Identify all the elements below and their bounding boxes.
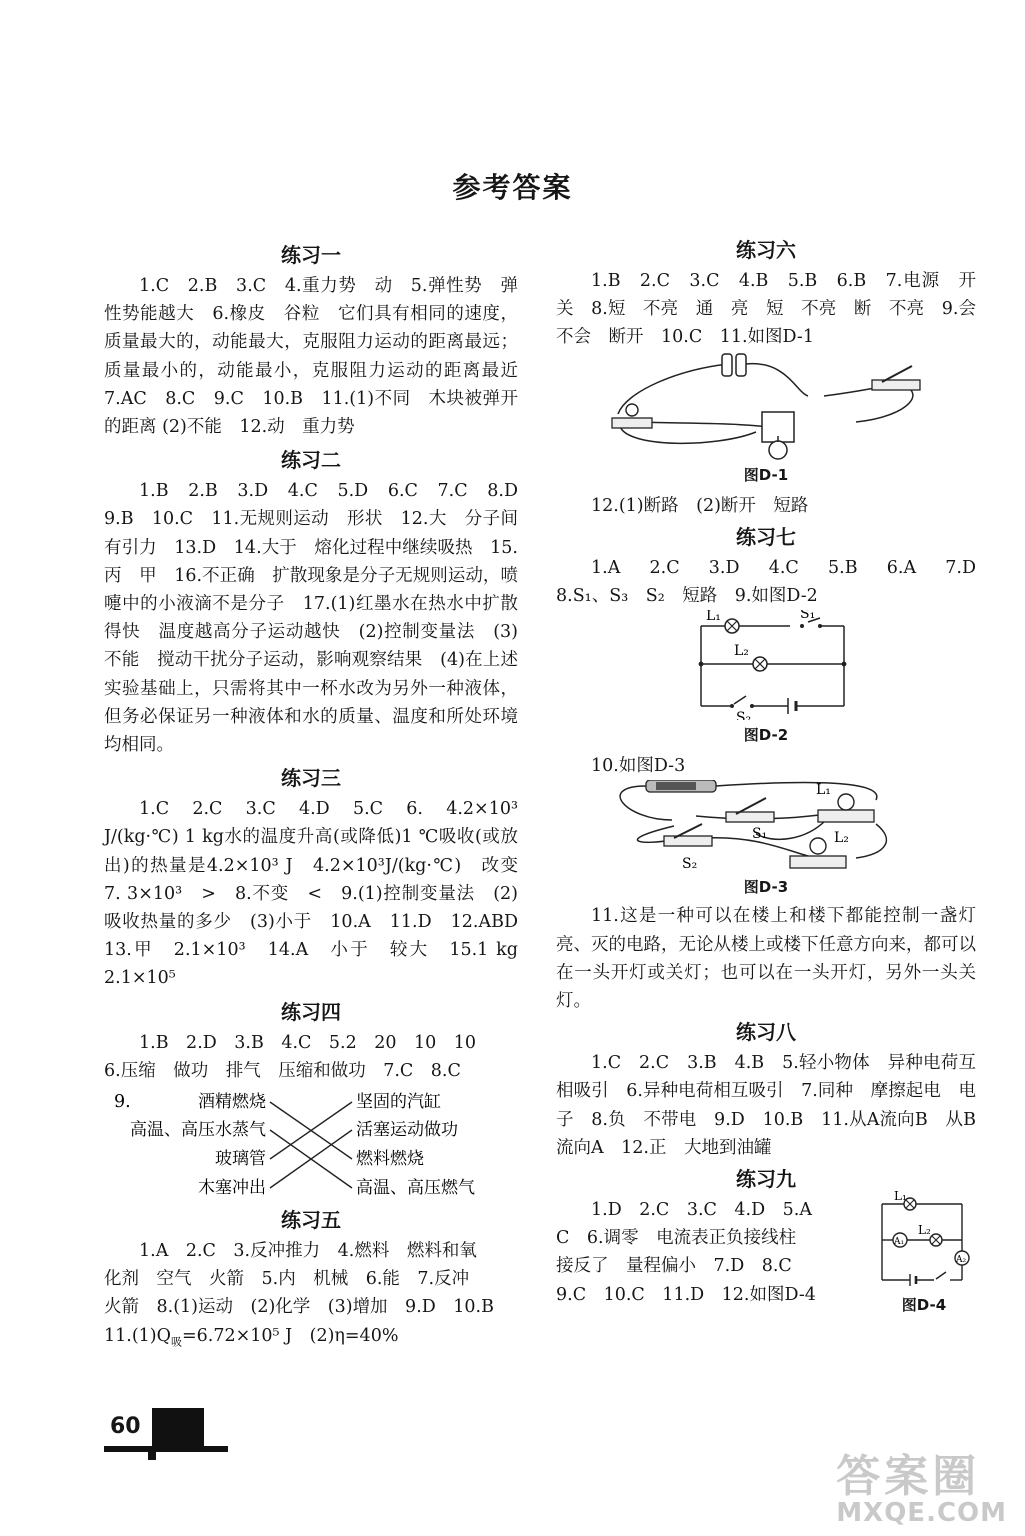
answer-line: 10.如图D-3 bbox=[591, 756, 686, 777]
figure-caption: 图D-2 bbox=[743, 726, 789, 745]
component-label: L₁ bbox=[816, 782, 831, 799]
circuit-diagram-d4 bbox=[874, 1190, 974, 1290]
circuit-photo-d3 bbox=[556, 780, 976, 872]
section-heading: 练习九 bbox=[736, 1167, 796, 1192]
page-number: 60 bbox=[110, 1414, 141, 1439]
answer-text: 1.B 2.B 3.D 4.C 5.D 6.C 7.C 8.D 9.B 10.C 11.无规则运动 形状 12.大 分子间有引力 13.D 14.大于 熔化过程中继续吸热 15.丙 甲 16.不正确 扩散现象是分子无规则运动，喷嚏中的小液滴不是分子 17.(1)红墨水在热水中扩散得快 温度越高分子运动越快 (2)控制变量法 (3)不能 搅动干扰分子运动，影响观察结果 (4)在上述实验基础上，只需将其中一杯水改为另外一种液体，但务必保证另一种液体和水的质量、温度和所处环境均相同。 bbox=[104, 481, 536, 756]
component-label: A₂ bbox=[956, 1255, 967, 1266]
section-nine-body bbox=[556, 1190, 976, 1315]
page-title: 参考答案 bbox=[452, 171, 573, 204]
match-left-item: 酒精燃烧 bbox=[198, 1092, 266, 1113]
answer-line: 1.D 2.C 3.C 4.D 5.A bbox=[591, 1200, 812, 1221]
right-column bbox=[556, 233, 994, 1315]
answer-text: 1.B 2.C 3.C 4.B 5.B 6.B 7.电源 开关 8.短 不亮 通 亮 短 不亮 断 不亮 9.会 不会 断开 10.C 11.如图D-1 bbox=[556, 271, 994, 348]
answer-line: 1.A 2.C 3.反冲推力 4.燃料 燃料和氧 bbox=[139, 1241, 477, 1262]
component-label: L₂ bbox=[834, 830, 849, 847]
answer-text: 1.A 2.C 3.D 4.C 5.B 6.A 7.D 8.S₁、S₃ S₂ 短路 9.如图D-2 bbox=[556, 557, 994, 607]
matching-diagram bbox=[104, 1085, 518, 1203]
answer-text: 1.C 2.B 3.C 4.重力势 动 5.弹性势 弹性势能越大 6.橡皮 谷粒 它们具有相同的速度，质量最大的，动能最大，克服阻力运动的距离最远；质量最小的，动能最小，克服阻力运动的距离最近 7.AC 8.C 9.C 10.B 11.(1)不同 木块被弹开的距离 (2)不能 12.动 重力势 bbox=[104, 276, 536, 438]
section-heading: 练习七 bbox=[736, 524, 796, 549]
answer-line: $11.(1)Q_吸=6.72\times 10^5$ J (2)η=40% bbox=[104, 1325, 399, 1349]
question-number: 9. bbox=[114, 1092, 131, 1113]
answer-text: 1.C 2.C 3.C 4.D 5.C 6. 4.2×10³ J/(kg·℃) 1 kg水的温度升高(或降低)1 ℃吸收(或放出)的热量是4.2×10³ J 4.2×10³J/(kg·℃) 改变 7. 3×10³ > 8.不变 < 9.(1)控制变量法 (2)吸收热量的多少 (3)小于 10.A 11.D 12.ABD 13.甲 2.1×10³ 14.A 小于 较大 15.1 kg 2.1×10⁵ bbox=[104, 799, 536, 989]
figure-caption: 图D-1 bbox=[743, 465, 789, 484]
match-left-item: 玻璃管 bbox=[215, 1149, 266, 1170]
match-right-item: 坚固的汽缸 bbox=[356, 1092, 441, 1113]
answer-text: 1.C 2.C 3.B 4.B 5.轻小物体 异种电荷互相吸引 6.异种电荷相互吸引 7.同种 摩擦起电 电子 8.负 不带电 9.D 10.B 11.从A流向B 从B流向A 12.正 大地到油罐 bbox=[556, 1053, 976, 1158]
matching-lines bbox=[104, 1085, 518, 1203]
answer-line: 12.(1)断路 (2)断开 短路 bbox=[591, 495, 809, 516]
figure-d3 bbox=[556, 780, 976, 872]
component-label: L₁ bbox=[894, 1190, 907, 1204]
section-heading: 练习六 bbox=[736, 238, 796, 262]
left-column bbox=[104, 238, 536, 1356]
watermark bbox=[836, 1440, 1007, 1528]
match-right-item: 活塞运动做功 bbox=[356, 1120, 458, 1141]
component-label: S₁ bbox=[800, 610, 816, 623]
answer-line: 6.压缩 做功 排气 压缩和做功 7.C 8.C bbox=[104, 1060, 461, 1081]
watermark-logo-text: 答案圈 bbox=[836, 1451, 981, 1502]
figure-d1 bbox=[556, 352, 976, 460]
component-label: S₁ bbox=[752, 826, 768, 843]
section-heading: 练习二 bbox=[281, 448, 341, 473]
circuit-diagram-d2 bbox=[556, 610, 976, 720]
match-left-item: 高温、高压水蒸气 bbox=[130, 1120, 266, 1141]
match-right-item: 燃料燃烧 bbox=[356, 1149, 424, 1170]
answer-line: 9.C 10.C 11.D 12.如图D-4 bbox=[556, 1284, 816, 1305]
component-label: L₂ bbox=[918, 1223, 931, 1238]
section-heading: 练习三 bbox=[281, 766, 341, 791]
figure-d2 bbox=[556, 610, 976, 720]
answer-line: 1.B 2.D 3.B 4.C 5.2 20 10 10 bbox=[139, 1032, 477, 1053]
section-heading: 练习一 bbox=[281, 243, 341, 267]
section-heading: 练习八 bbox=[736, 1020, 796, 1045]
match-right-item: 高温、高压燃气 bbox=[356, 1178, 475, 1199]
watermark-url: MXQE.COM bbox=[836, 1498, 1007, 1528]
section-heading: 练习四 bbox=[281, 999, 341, 1024]
answer-text: 11.这是一种可以在楼上和楼下都能控制一盏灯亮、灭的电路，无论从楼上或楼下任意方向来，都可以在一头开灯或关灯；也可以在一头开灯，另外一头关灯。 bbox=[556, 906, 976, 1012]
answer-line: C 6.调零 电流表正负接线柱 bbox=[556, 1228, 797, 1249]
circuit-photo-d1 bbox=[556, 352, 976, 460]
component-label: L₂ bbox=[734, 643, 749, 660]
figure-caption: 图D-4 bbox=[901, 1296, 947, 1315]
figure-d4 bbox=[874, 1190, 974, 1315]
figure-caption: 图D-3 bbox=[743, 878, 789, 897]
answer-line: 化剂 空气 火箭 5.内 机械 6.能 7.反冲 bbox=[104, 1269, 470, 1290]
answer-line: 火箭 8.(1)运动 (2)化学 (3)增加 9.D 10.B bbox=[104, 1297, 494, 1318]
component-label: A₁ bbox=[894, 1237, 905, 1248]
section-heading: 练习五 bbox=[281, 1208, 341, 1233]
component-label: S₂ bbox=[736, 710, 752, 721]
match-left-item: 木塞冲出 bbox=[198, 1178, 266, 1199]
answer-line: 接反了 量程偏小 7.D 8.C bbox=[556, 1256, 792, 1277]
component-label: L₁ bbox=[706, 610, 721, 625]
component-label: S₂ bbox=[682, 856, 698, 873]
